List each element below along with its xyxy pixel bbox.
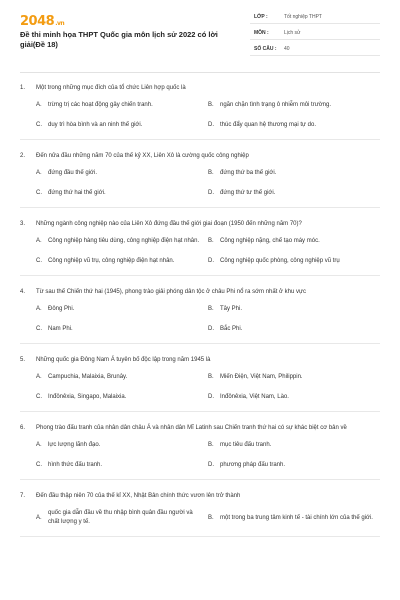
answer-letter: C. [36,190,42,196]
answer-letter: A. [36,102,42,108]
question-text: Những quốc gia Đông Nam Á tuyên bố độc lập trong năm 1945 là [36,357,211,363]
answer-option-c[interactable] [36,461,208,470]
meta-value: 40 [284,46,290,52]
answer-letter: C. [36,122,42,128]
answer-text: trừng trị các hoạt động gây chiến tranh. [48,102,153,108]
answer-text: Bắc Phi. [220,326,243,332]
answer-letter: C. [36,326,42,332]
answer-letter: B. [208,170,214,176]
answer-letter: D. [208,122,214,128]
answer-letter: B. [208,102,214,108]
answer-text: duy trì hòa bình và an ninh thế giới. [48,122,143,128]
answer-option-a[interactable] [36,373,208,382]
answer-option-a[interactable] [36,441,208,450]
answer-text: thúc đẩy quan hệ thương mại tự do. [220,122,317,128]
question-number: 7. [20,493,26,499]
answer-option-b[interactable] [208,101,380,110]
meta-key: LỚP : [254,14,268,20]
answer-option-c[interactable] [36,325,208,334]
answer-letter: B. [208,238,214,244]
question-text: Đến nửa đầu những năm 70 của thế kỷ XX, Liên Xô là cường quốc công nghiệp [36,153,249,159]
answer-text: đứng đầu thế giới. [48,170,97,176]
answer-options [36,305,380,334]
question-number: 2. [20,153,26,159]
answer-text: lực lượng lãnh đạo. [48,442,101,448]
logo-suffix[interactable]: .vn [55,20,65,27]
answer-options [36,373,380,402]
answer-options [36,101,380,130]
answer-options [36,169,380,198]
question-number: 5. [20,357,26,363]
question-number: 4. [20,289,26,295]
question-item [20,148,380,208]
answer-option-b[interactable] [208,441,380,450]
answer-option-c[interactable] [36,257,208,266]
question-number: 6. [20,425,26,431]
answer-text: Đông Phi. [48,306,75,312]
answer-text: Nam Phi. [48,326,73,332]
answer-text: Công nghiệp hàng tiêu dùng, công nghiệp điện hạt nhân. [48,238,200,244]
answer-option-d[interactable] [208,393,380,402]
question-number: 3. [20,221,26,227]
question-text: Một trong những mục đích của tổ chức Liên hợp quốc là [36,85,186,91]
meta-value[interactable]: Tốt nghiệp THPT [284,14,322,20]
answer-option-b[interactable] [208,509,380,527]
answer-text: ngăn chặn tình trạng ô nhiễm môi trường. [220,102,332,108]
answer-text: đứng thứ tư thế giới. [220,190,276,196]
answer-text: mục tiêu đấu tranh. [220,442,272,448]
question-text: Từ sau thế Chiến thứ hai (1945), phong trào giải phóng dân tộc ở châu Phi nổ ra sớm nhất ở khu vực [36,289,307,295]
answer-letter: A. [36,306,42,312]
answer-option-d[interactable] [208,189,380,198]
answer-option-b[interactable] [208,237,380,246]
answer-letter: D. [208,462,214,468]
header-divider [20,72,380,73]
answer-option-c[interactable] [36,189,208,198]
answer-text: Miến Điện, Việt Nam, Philippin. [220,374,303,380]
answer-letter: D. [208,326,214,332]
answer-options [36,509,380,527]
answer-text: Công nghiệp vũ trụ, công nghiệp điện hạt nhân. [48,258,175,264]
header [0,0,400,62]
answer-option-a[interactable] [36,509,208,527]
answer-option-b[interactable] [208,373,380,382]
answer-option-a[interactable] [36,237,208,246]
answer-letter: C. [36,258,42,264]
answer-text: Campuchia, Malaixia, Brunây. [48,374,128,380]
answer-letter: C. [36,462,42,468]
exam-title: Đề thi minh họa THPT Quốc gia môn lịch sử 2022 có lời giải(Đề 18) [20,30,218,49]
question-item [20,488,380,537]
answer-letter: D. [208,258,214,264]
answer-text: Inđônêxia, Việt Nam, Lào. [220,394,289,400]
answer-option-c[interactable] [36,121,208,130]
answer-letter: A. [36,442,42,448]
answer-text: một trong ba trung tâm kinh tế - tài chính lớn của thế giới. [220,514,373,521]
meta-row-subject [250,26,380,40]
answer-options [36,441,380,470]
answer-letter: A. [36,374,42,380]
answer-letter: A. [36,170,42,176]
question-item [20,216,380,276]
question-item [20,284,380,344]
question-text: Đến đầu thập niên 70 của thế kỉ XX, Nhật Bản chính thức vươn lên trở thành [36,493,241,499]
logo-text[interactable]: 2048 [20,14,55,29]
answer-text: quốc gia dẫn đầu về thu nhập bình quân đầu người và chất lượng y tế. [48,510,193,525]
exam-meta [250,10,380,56]
question-item [20,352,380,412]
question-item [20,420,380,480]
answer-letter: B. [208,306,214,312]
answer-option-a[interactable] [36,305,208,314]
meta-key: SỐ CÂU : [254,46,277,52]
answer-text: Tây Phi. [220,306,243,312]
answer-letter: D. [208,394,214,400]
answer-text: Inđônêxia, Singapo, Malaixia. [48,394,127,400]
answer-options [36,237,380,266]
question-list [0,80,400,545]
answer-option-c[interactable] [36,393,208,402]
answer-option-b[interactable] [208,305,380,314]
site-logo[interactable] [20,14,64,29]
answer-option-a[interactable] [36,169,208,178]
answer-letter: B. [208,442,214,448]
answer-letter: D. [208,190,214,196]
meta-value[interactable]: Lịch sử [284,30,301,36]
answer-option-d[interactable] [208,325,380,334]
answer-option-d[interactable] [208,121,380,130]
answer-option-b[interactable] [208,169,380,178]
question-text: Những ngành công nghiệp nào của Liên Xô đứng đầu thế giới giai đoạn (1950 đến những năm 70)? [36,221,302,227]
answer-letter: A. [36,238,42,244]
answer-letter: B. [208,374,214,380]
answer-option-d[interactable] [208,461,380,470]
question-number: 1. [20,85,26,91]
meta-key: MÔN : [254,30,269,36]
answer-text: phương pháp đấu tranh. [220,462,286,468]
answer-option-a[interactable] [36,101,208,110]
question-item [20,80,380,140]
answer-text: Công nghiệp nặng, chế tạo máy móc. [220,238,320,244]
answer-letter: B. [208,514,214,521]
answer-letter: A. [36,514,42,521]
answer-text: Công nghiệp quốc phòng, công nghiệp vũ trụ [220,258,340,264]
meta-row-count [250,42,380,56]
meta-row-class [250,10,380,24]
answer-text: đứng thứ hai thế giới. [48,190,106,196]
answer-text: hình thức đấu tranh. [48,462,103,468]
question-text: Phong trào đấu tranh của nhân dân châu Á và nhân dân Mĩ Latinh sau Chiến tranh thứ hai có sự khác biệt cơ bản về [36,425,347,431]
answer-letter: C. [36,394,42,400]
answer-text: đứng thứ ba thế giới. [220,170,277,176]
answer-option-d[interactable] [208,257,380,266]
